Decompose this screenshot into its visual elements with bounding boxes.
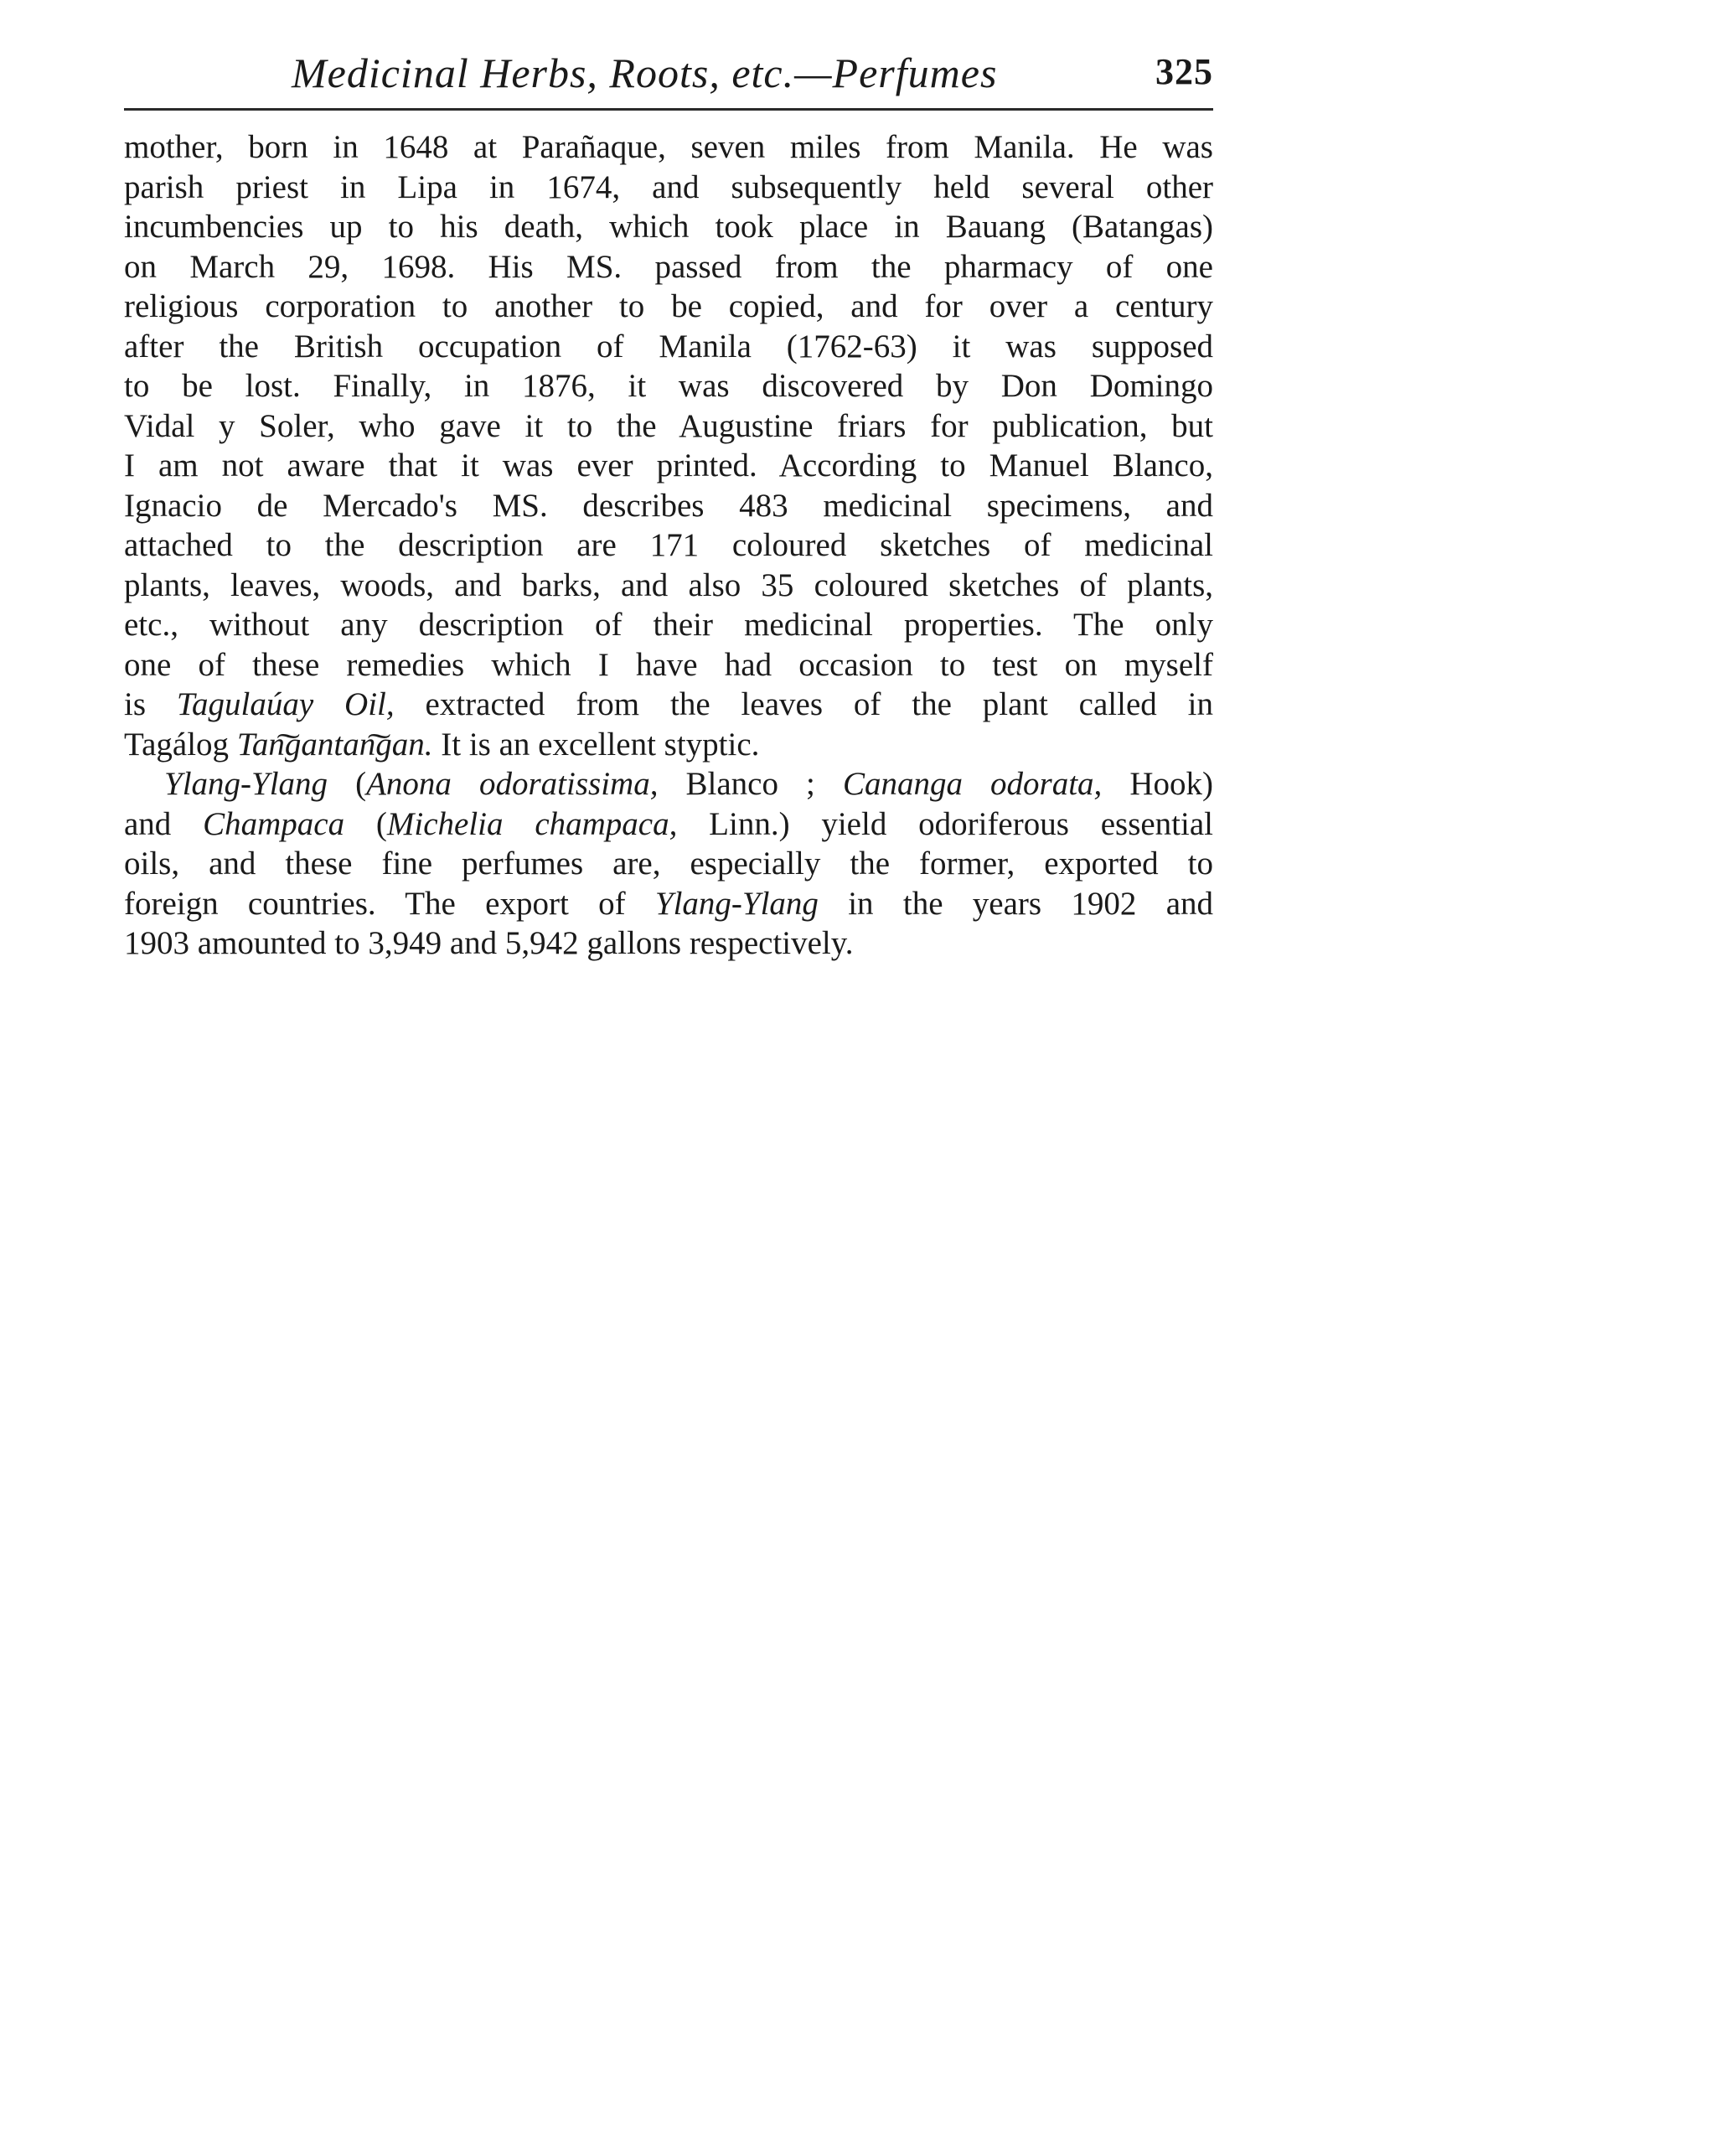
text-line [124,725,1213,765]
text-run: foreign countries. The export of [124,885,655,922]
page-number: 325 [1155,51,1213,92]
italic-term: Ylang-Ylang [164,766,328,802]
paragraph-ylang-ylang [124,764,1213,964]
italic-term: Champaca [203,805,345,842]
text-line: after the British occupation of Manila (1762-63) it was supposed [124,328,1213,365]
paragraph-mercado-manuscript [124,127,1213,764]
running-title: Medicinal Herbs, Roots, etc.—Perfumes [292,49,998,96]
text-line: mother, born in 1648 at Parañaque, seven miles from Manila. He was [124,129,1213,165]
text-run: Linn.) yield odoriferous essential [677,805,1213,842]
italic-term: Michelia champaca, [386,805,678,842]
text-line: oils, and these fine perfumes are, especially the former, exported to [124,845,1213,882]
text-line: plants, leaves, woods, and barks, and also 35 coloured sketches of plants, [124,566,1213,603]
text-line: one of these remedies which I have had occasion to test on myself [124,646,1213,683]
text-line: 1903 amounted to 3,949 and 5,942 gallons respectively. [124,925,854,961]
header-rule [124,108,1213,111]
text-run: ( [344,805,387,842]
text-run: Blanco ; [658,766,843,802]
text-line: parish priest in Lipa in 1674, and subsequently held several other [124,168,1213,205]
text-line: etc., without any description of their medicinal properties. The only [124,607,1213,643]
text-run: Tagálog [124,726,237,763]
text-line: I am not aware that it was ever printed. According to Manuel Blanco, [124,447,1213,483]
body-text [124,127,1213,964]
text-line: to be lost. Finally, in 1876, it was discovered by Don Domingo [124,368,1213,404]
text-run: ( [328,766,367,802]
text-line: on March 29, 1698. His MS. passed from the pharmacy of one [124,248,1213,285]
text-line: religious corporation to another to be copied, and for over a century [124,288,1213,324]
text-line [124,804,1213,845]
text-run: It is an excellent styptic. [432,726,760,763]
text-line: Vidal y Soler, who gave it to the Augustine friars for publication, but [124,407,1213,444]
page-header [124,42,1213,109]
text-line: Ignacio de Mercado's MS. describes 483 medicinal specimens, and [124,487,1213,524]
italic-term: Tagulaúay Oil, [176,686,395,722]
text-line [124,685,1213,725]
text-run: in the years 1902 and [818,885,1213,922]
text-run: extracted from the leaves of the plant called in [394,686,1213,722]
text-line [124,884,1213,924]
text-line [124,764,1213,804]
text-run: Hook) [1102,766,1213,802]
italic-term: Cananga odorata, [842,766,1103,802]
text-run: is [124,686,177,722]
italic-term: Ylang-Ylang [654,885,819,922]
text-run: and [124,805,204,842]
text-line: incumbencies up to his death, which took place in Bauang (Batangas) [124,209,1213,245]
text-line: attached to the description are 171 coloured sketches of medicinal [124,527,1213,563]
italic-term: Tan͠gantan͠gan. [236,726,433,763]
italic-term: Anona odoratissima, [366,766,659,802]
